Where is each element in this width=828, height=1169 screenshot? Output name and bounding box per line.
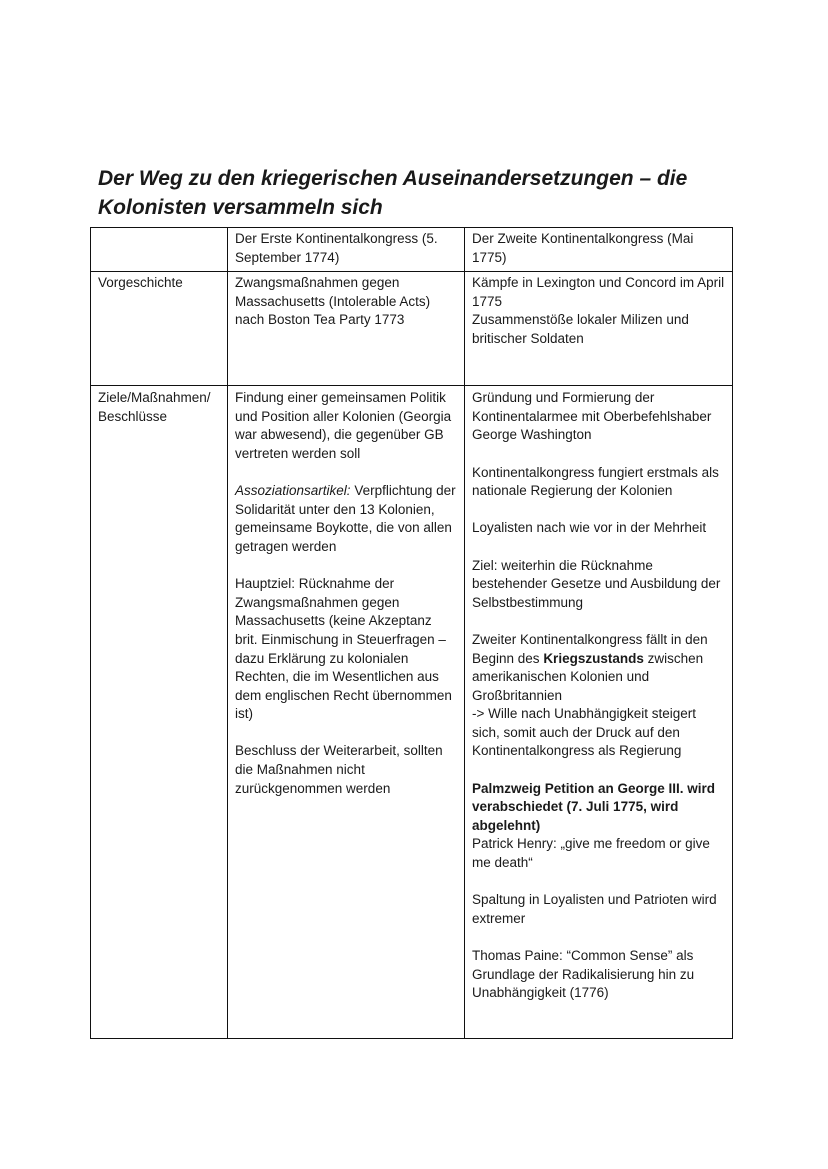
row-label-vorgeschichte: Vorgeschichte <box>91 272 228 386</box>
table-header-row <box>91 228 733 272</box>
paragraph: Kontinentalkongress fungiert erstmals als nationale Regierung der Kolonien <box>472 464 719 499</box>
paragraph: Ziel: weiterhin die Rücknahme bestehender Gesetze und Ausbildung der Selbstbestimmung <box>472 557 721 610</box>
italic-label: Assoziationsartikel: <box>235 483 351 499</box>
paragraph: Spaltung in Loyalisten und Patrioten wird extremer <box>472 892 717 926</box>
paragraph-text: Verpflichtung der Solidarität unter den 13 Kolonien, gemeinsame Boykotte, die von allen getragen werden <box>235 483 456 554</box>
row-label-ziele: Ziele/Maßnahmen/ Beschlüsse <box>91 386 228 1039</box>
table-row-vorgeschichte <box>91 272 733 386</box>
paragraph: Patrick Henry: „give me freedom or give me death“ <box>472 836 710 871</box>
paragraph: -> Wille nach Unabhängigkeit steigert sich, somit auch der Druck auf den Kontinentalkongress als Regierung <box>472 706 696 759</box>
text-line: Zusammenstöße lokaler Milizen und britischer Soldaten <box>472 312 689 346</box>
paragraph <box>472 631 725 705</box>
table-row-ziele <box>91 386 733 1039</box>
page-title: Der Weg zu den kriegerischen Auseinandersetzungen – die Kolonisten versammeln sich <box>98 167 688 219</box>
paragraph <box>235 482 457 556</box>
cell-ziele-erster <box>228 386 465 1039</box>
bold-term: Palmzweig Petition an George III. wird verabschiedet (7. Juli 1775, wird abgelehnt) <box>472 780 716 833</box>
cell-ziele-zweiter <box>465 386 733 1039</box>
text-line: Kämpfe in Lexington und Concord im April 1775 <box>472 275 725 309</box>
paragraph: Loyalisten nach wie vor in der Mehrheit <box>472 520 707 536</box>
paragraph: Hauptziel: Rücknahme der Zwangsmaßnahmen gegen Massachusetts (keine Akzeptanz brit. Einmischung in Steuerfragen – dazu Erklärung zu kolonialen Rechten, die im Wesentlichen aus dem englischen Recht übernommen ist) <box>235 576 452 722</box>
paragraph <box>472 780 725 836</box>
cell-vorgeschichte-erster: Zwangsmaßnahmen gegen Massachusetts (Intolerable Acts) nach Boston Tea Party 1773 <box>228 272 465 386</box>
paragraph: Beschluss der Weiterarbeit, sollten die Maßnahmen nicht zurückgenommen werden <box>235 743 443 796</box>
header-cell-empty <box>91 228 228 272</box>
paragraph-text: Zweiter Kontinentalkongress fällt in den Beginn des <box>472 631 708 666</box>
cell-vorgeschichte-zweiter <box>465 272 733 386</box>
header-cell-erster-kongress: Der Erste Kontinentalkongress (5. September 1774) <box>228 228 465 272</box>
paragraph: Findung einer gemeinsamen Politik und Position aller Kolonien (Georgia war abwesend), die gegenüber GB vertreten werden soll <box>235 390 452 461</box>
comparison-table <box>90 227 733 1039</box>
header-cell-zweiter-kongress: Der Zweite Kontinentalkongress (Mai 1775) <box>465 228 733 272</box>
paragraph: Gründung und Formierung der Kontinentalarmee mit Oberbefehlshaber George Washington <box>472 390 712 443</box>
paragraph-text: zwischen amerikanischen Kolonien und Großbritannien <box>472 650 704 703</box>
paragraph: Thomas Paine: “Common Sense” als Grundlage der Radikalisierung hin zu Unabhängigkeit (1776) <box>472 948 695 1001</box>
bold-term: Kriegszustands <box>543 650 644 666</box>
